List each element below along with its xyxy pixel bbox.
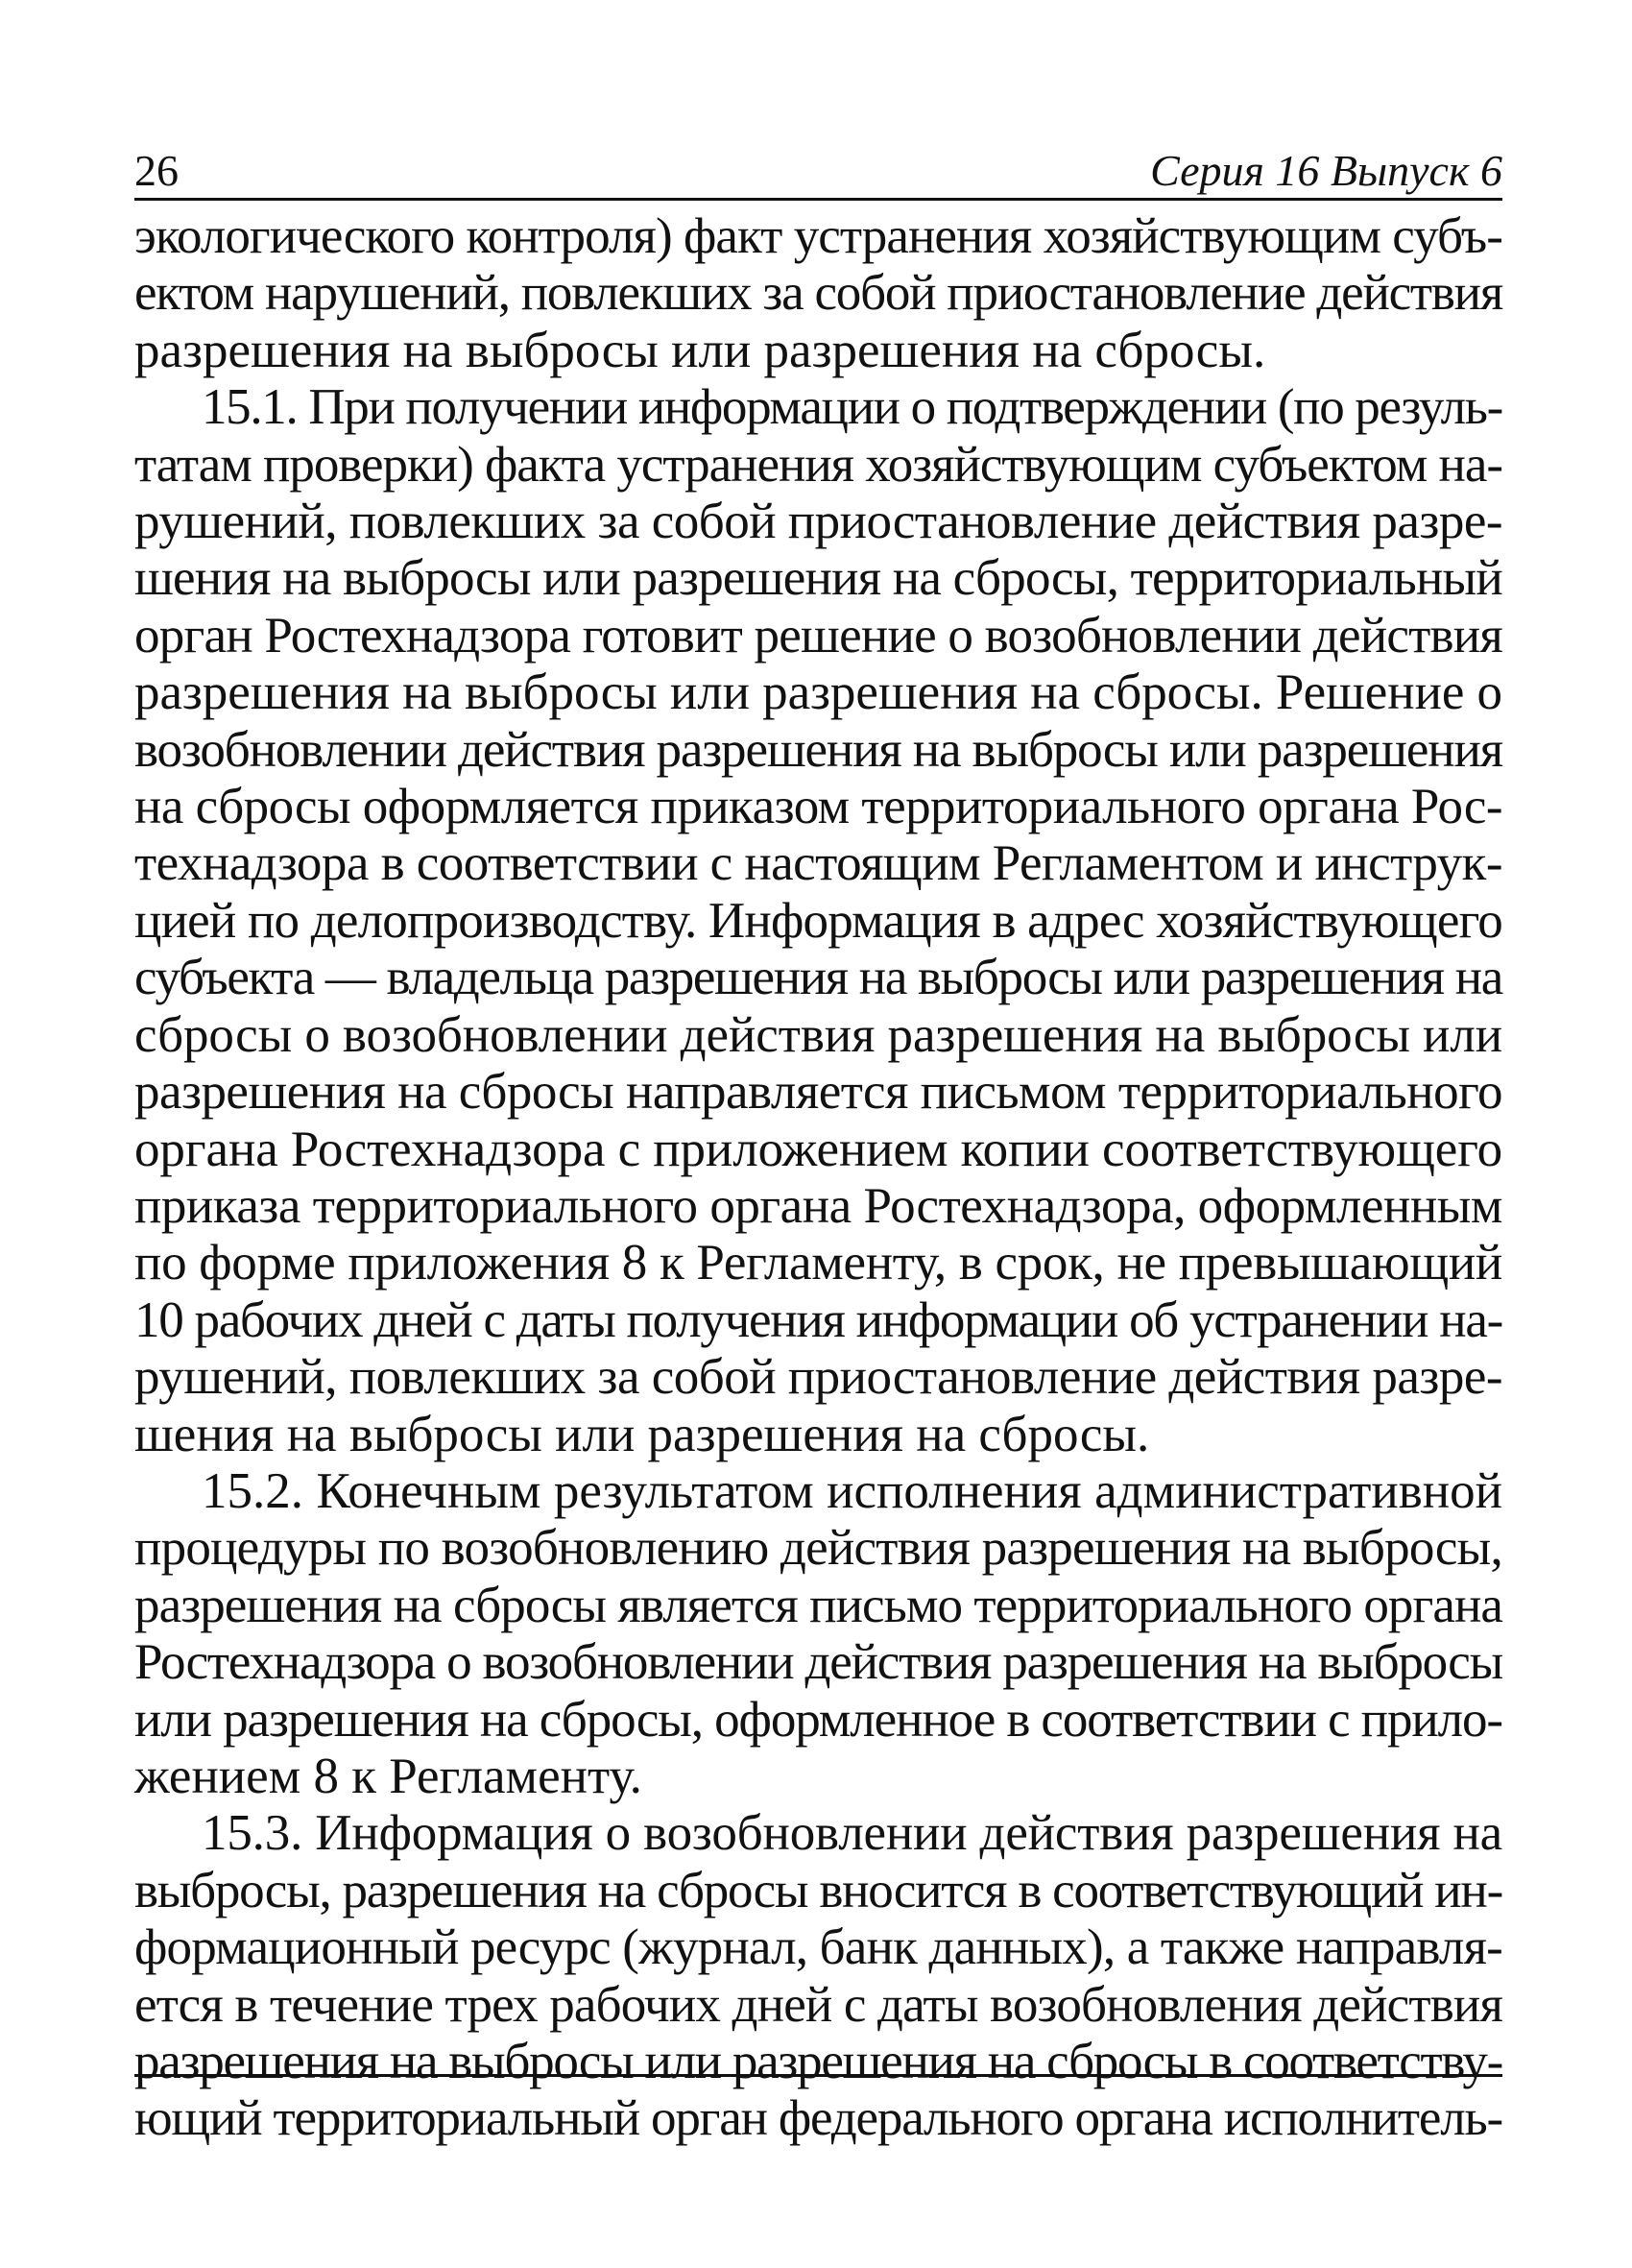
series-issue-label: Серия 16 Выпуск 6	[1150, 146, 1502, 195]
paragraph-15-1	[134, 379, 1502, 1463]
text-line: на сбросы оформляется приказом территориального органа Рос-	[134, 779, 1502, 835]
running-header	[134, 144, 1502, 201]
text-line: разрешения на сбросы является письмо территориального органа	[134, 1577, 1502, 1633]
text-line: орган Ростехнадзора готовит решение о возобновлении действия	[134, 607, 1502, 664]
bottom-rule	[134, 2074, 1502, 2077]
text-line: татам проверки) факта устранения хозяйствующим субъектом на-	[134, 436, 1502, 493]
text-line: разрешения на выбросы или разрешения на сбросы.	[134, 322, 1266, 378]
text-line: формационный ресурс (журнал, банк данных), а также направля-	[134, 1919, 1502, 1976]
text-line: 15.2. Конечным результатом исполнения административной	[202, 1462, 1502, 1519]
text-line: шения на выбросы или разрешения на сбросы, территориальный	[134, 550, 1502, 607]
text-line: 10 рабочих дней с даты получения информации об устранении на-	[134, 1291, 1502, 1348]
text-line: приказа территориального органа Ростехнадзора, оформленным	[134, 1177, 1502, 1234]
text-line: ется в течение трех рабочих дней с даты возобновления действия	[134, 1976, 1502, 2033]
text-line: разрешения на выбросы или разрешения на сбросы. Решение о	[134, 664, 1502, 721]
text-line: возобновлении действия разрешения на выбросы или разрешения	[134, 721, 1502, 778]
text-line: 15.3. Информация о возобновлении действия разрешения на	[202, 1805, 1502, 1862]
paragraph-continuation	[134, 208, 1502, 379]
text-line: технадзора в соответствии с настоящим Регламентом и инструк-	[134, 835, 1502, 892]
text-line: цией по делопроизводству. Информация в адрес хозяйствующего	[134, 892, 1502, 949]
text-line: 15.1. При получении информации о подтверждении (по резуль-	[202, 379, 1502, 436]
text-line: Ростехнадзора о возобновлении действия разрешения на выбросы	[134, 1634, 1502, 1691]
text-line: по форме приложения 8 к Регламенту, в срок, не превышающий	[134, 1235, 1502, 1291]
text-line: ющий территориальный орган федерального органа исполнитель-	[134, 2090, 1502, 2147]
text-line: органа Ростехнадзора с приложением копии соответствующего	[134, 1121, 1502, 1177]
text-line: разрешения на выбросы или разрешения на сбросы в соответству-	[134, 2034, 1502, 2089]
text-line: ектом нарушений, повлекших за собой приостановление действия	[134, 265, 1502, 322]
text-line: субъекта — владельца разрешения на выбросы или разрешения на	[134, 950, 1502, 1006]
book-page	[134, 144, 1502, 2148]
text-line: процедуры по возобновлению действия разрешения на выбросы,	[134, 1520, 1502, 1577]
body-text	[134, 208, 1502, 2148]
text-line: жением 8 к Регламенту.	[134, 1748, 642, 1804]
text-line: выбросы, разрешения на сбросы вносится в соответствующий ин-	[134, 1862, 1502, 1918]
text-line: или разрешения на сбросы, оформленное в соответствии с прило-	[134, 1691, 1502, 1748]
text-line: разрешения на сбросы направляется письмом территориального	[134, 1064, 1502, 1121]
paragraph-15-2	[134, 1463, 1502, 1805]
text-line: рушений, повлекших за собой приостановление действия разре-	[134, 1349, 1502, 1406]
text-line: шения на выбросы или разрешения на сбросы.	[134, 1406, 1150, 1462]
text-line: экологического контроля) факт устранения хозяйствующим субъ-	[134, 208, 1502, 264]
text-line: рушений, повлекших за собой приостановление действия разре-	[134, 494, 1502, 550]
text-line: сбросы о возобновлении действия разрешения на выбросы или	[134, 1006, 1502, 1063]
page-number: 26	[134, 146, 179, 195]
paragraph-15-3	[134, 1805, 1502, 2147]
